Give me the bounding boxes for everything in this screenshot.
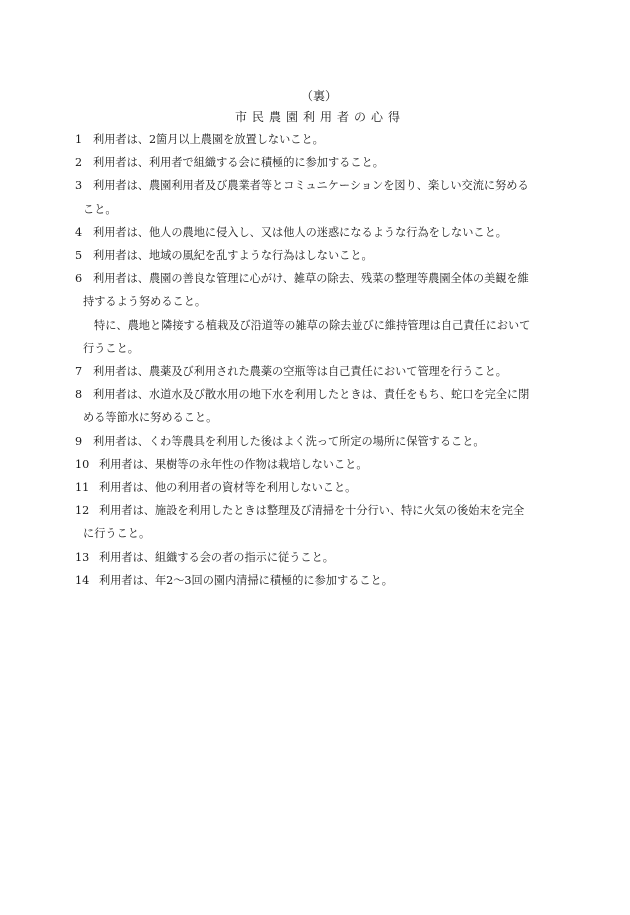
page-title: 市民農園利用者の心得 [234, 110, 405, 124]
note-text-continued: 行うこと。 [83, 341, 139, 355]
rule-text: 利用者は、組織する会の者の指示に従うこと。 [99, 550, 334, 564]
rules-list [75, 128, 555, 592]
rule-12 [75, 499, 555, 545]
rule-14 [75, 569, 555, 592]
rule-number: 10 [75, 457, 90, 471]
rule-text: 利用者は、農薬及び利用された農薬の空瓶等は自己責任において管理を行うこと。 [93, 365, 507, 379]
rule-number: 6 [75, 272, 83, 286]
rule-text: 利用者は、地域の風紀を乱すような行為はしないこと。 [93, 249, 373, 263]
rule-8 [75, 383, 555, 429]
rule-5 [75, 244, 555, 267]
rule-text: 利用者は、施設を利用したときは整理及び清掃を十分行い、特に火気の後始末を完全 [99, 504, 525, 518]
rule-text: 利用者は、他の利用者の資材等を利用しないこと。 [99, 481, 357, 495]
back-side-label: （裏） [300, 89, 337, 103]
rule-text-continued: 持するよう努めること。 [83, 295, 207, 309]
rule-number: 1 [75, 133, 83, 146]
rule-6-supplementary-note [75, 314, 555, 360]
rule-number: 3 [75, 179, 83, 193]
rule-number: 7 [75, 365, 83, 379]
note-text: 特に、農地と隣接する植栽及び沿道等の雑草の除去並びに維持管理は自己責任において [94, 318, 531, 332]
rule-text: 利用者は、果樹等の永年性の作物は栽培しないこと。 [99, 457, 368, 471]
rule-text-continued: こと。 [83, 202, 117, 216]
rule-number: 11 [75, 481, 90, 495]
rule-text: 利用者は、年2～3回の園内清掃に積極的に参加すること。 [99, 573, 393, 587]
rule-number: 5 [75, 249, 83, 263]
rule-2 [75, 151, 555, 174]
rule-13 [75, 546, 555, 569]
rule-10 [75, 453, 555, 476]
rule-4 [75, 221, 555, 244]
rule-6 [75, 267, 555, 313]
rule-9 [75, 430, 555, 453]
rule-number: 14 [75, 573, 90, 587]
rule-text-continued: に行うこと。 [83, 527, 151, 541]
rule-text: 利用者は、利用者で組織する会に積極的に参加すること。 [93, 156, 384, 170]
rule-text-continued: める等節水に努めること。 [83, 411, 218, 425]
rule-number: 2 [75, 156, 83, 170]
rule-text: 利用者は、2箇月以上農園を放置しないこと。 [93, 133, 324, 146]
rule-number: 12 [75, 504, 90, 518]
rule-text: 利用者は、他人の農地に侵入し、又は他人の迷惑になるような行為をしないこと。 [93, 225, 507, 239]
rule-3 [75, 174, 555, 220]
rule-text: 利用者は、農園の善良な管理に心がけ、雑草の除去、残菜の整理等農園全体の美観を維 [93, 272, 529, 286]
rule-text: 利用者は、水道水及び散水用の地下水を利用したときは、責任をもち、蛇口を完全に閉 [93, 388, 530, 402]
rule-text: 利用者は、くわ等農具を利用した後はよく洗って所定の場所に保管すること。 [93, 434, 485, 448]
rule-number: 4 [75, 225, 83, 239]
rule-1 [75, 128, 555, 151]
rule-11 [75, 476, 555, 499]
rule-7 [75, 360, 555, 383]
rule-number: 13 [75, 550, 90, 564]
rule-number: 8 [75, 388, 83, 402]
rule-text: 利用者は、農園利用者及び農業者等とコミュニケーションを図り、楽しい交流に努める [93, 179, 529, 193]
rule-number: 9 [75, 434, 83, 448]
